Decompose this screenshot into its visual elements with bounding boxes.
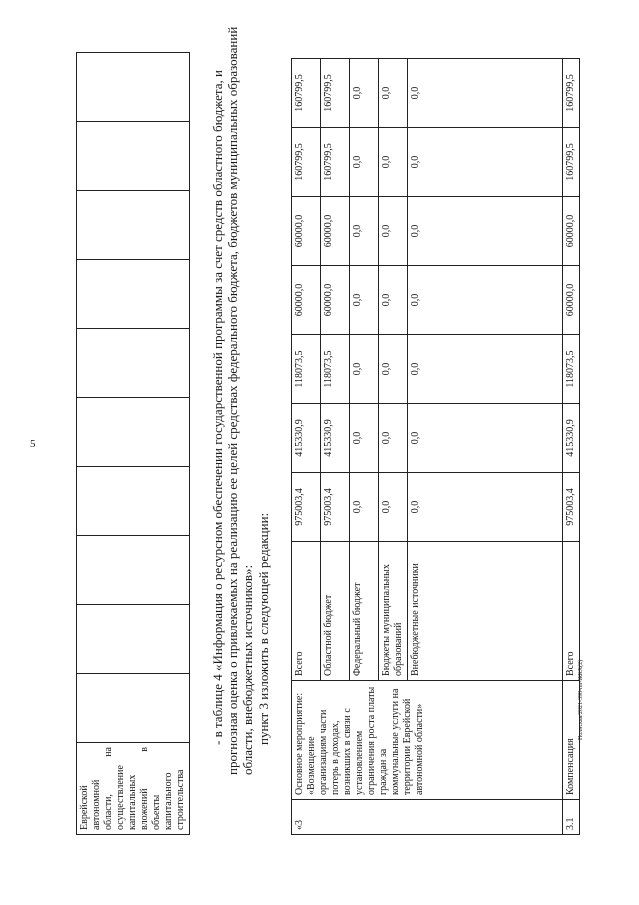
table-cell: 0,0 [408, 59, 563, 128]
table-row [77, 53, 190, 835]
table-cell: 118073,5 [321, 335, 350, 404]
table-cell: 118073,5 [292, 335, 321, 404]
table-cell [77, 191, 190, 260]
table-cell: 0,0 [350, 473, 379, 542]
table-cell [77, 329, 190, 398]
table-cell: 0,0 [379, 128, 408, 197]
table-cell: 60000,0 [321, 197, 350, 266]
table-cell: 60000,0 [563, 266, 580, 335]
table-cell: 0,0 [408, 197, 563, 266]
amendment-paragraph-2: пункт 3 изложить в следующей редакции: [256, 512, 271, 745]
table-cell: 415330,9 [563, 404, 580, 473]
table-row [563, 59, 580, 835]
table-cell [77, 398, 190, 467]
table-cell: 0,0 [379, 335, 408, 404]
table-row [292, 59, 321, 835]
funding-source: Областной бюджет [321, 542, 350, 681]
table-cell: 975003,4 [563, 473, 580, 542]
table-cell: 160799,5 [292, 59, 321, 128]
table-cell: 60000,0 [563, 197, 580, 266]
funding-source: Бюджеты муниципальных образований [379, 542, 408, 681]
table-cell: 0,0 [408, 266, 563, 335]
table-cell: 0,0 [379, 197, 408, 266]
table-cell: 160799,5 [292, 128, 321, 197]
table-cell [77, 605, 190, 674]
table-cell: 160799,5 [563, 128, 580, 197]
table-cell: 160799,5 [563, 59, 580, 128]
table-cell: 0,0 [408, 128, 563, 197]
table-cell: 60000,0 [321, 266, 350, 335]
row-number: «3 [292, 800, 563, 835]
funding-source: Всего [563, 542, 580, 681]
amendment-paragraph: - в таблице 4 «Информация о ресурсном обеспечении государственной программы за счет средств областного бюджета, и прогнозная оценка о привлекаемых на реализацию ее целей средствах федерального бюджета, бюджетов муниципальных образований области, внебюджетных источников»: [210, 26, 255, 775]
continuation-table [76, 52, 190, 835]
footer-code: Полнская/2021-398-пп-ЖКХ(2) [578, 659, 584, 740]
table-cell: 160799,5 [321, 128, 350, 197]
table-cell [77, 122, 190, 191]
table-cell: 0,0 [379, 473, 408, 542]
funding-source: Всего [292, 542, 321, 681]
resource-table [291, 58, 580, 835]
funding-source: Федеральный бюджет [350, 542, 379, 681]
table-cell: 0,0 [350, 128, 379, 197]
table-cell: 975003,4 [292, 473, 321, 542]
table-cell: Еврейской автономной области, на осуществление капитальных вложений в объекты капитального строительства [77, 743, 190, 835]
page-number: 5 [30, 438, 36, 450]
table-cell: 118073,5 [563, 335, 580, 404]
table-cell: 0,0 [350, 197, 379, 266]
table-cell: 60000,0 [292, 266, 321, 335]
rotated-page-content [68, 5, 639, 845]
table-cell [77, 53, 190, 122]
table-cell: 415330,9 [292, 404, 321, 473]
table-cell [77, 467, 190, 536]
table-cell: 0,0 [350, 266, 379, 335]
table-cell [77, 260, 190, 329]
table-cell: 160799,5 [321, 59, 350, 128]
table-cell: 0,0 [350, 404, 379, 473]
activity-name: Основное мероприятие: «Возмещение организациям части потерь в доходах, возникших в связи с установлением ограничения роста платы граждан за коммунальные услуги на территории Еврейской автономной области» [292, 681, 563, 800]
table-cell: 0,0 [379, 266, 408, 335]
table-cell: 0,0 [379, 59, 408, 128]
table-cell: 975003,4 [321, 473, 350, 542]
table-cell: 0,0 [379, 404, 408, 473]
table-cell: 0,0 [350, 59, 379, 128]
table-cell [77, 674, 190, 743]
table-cell: 0,0 [408, 335, 563, 404]
table-cell: 60000,0 [292, 197, 321, 266]
table-cell: 415330,9 [321, 404, 350, 473]
table-cell: 0,0 [408, 473, 563, 542]
funding-source: Внебюджетные источники [408, 542, 563, 681]
row-number: 3.1 [563, 800, 580, 835]
table-cell: 0,0 [350, 335, 379, 404]
activity-name: Компенсация [563, 681, 580, 800]
table-cell [77, 536, 190, 605]
table-cell: 0,0 [408, 404, 563, 473]
